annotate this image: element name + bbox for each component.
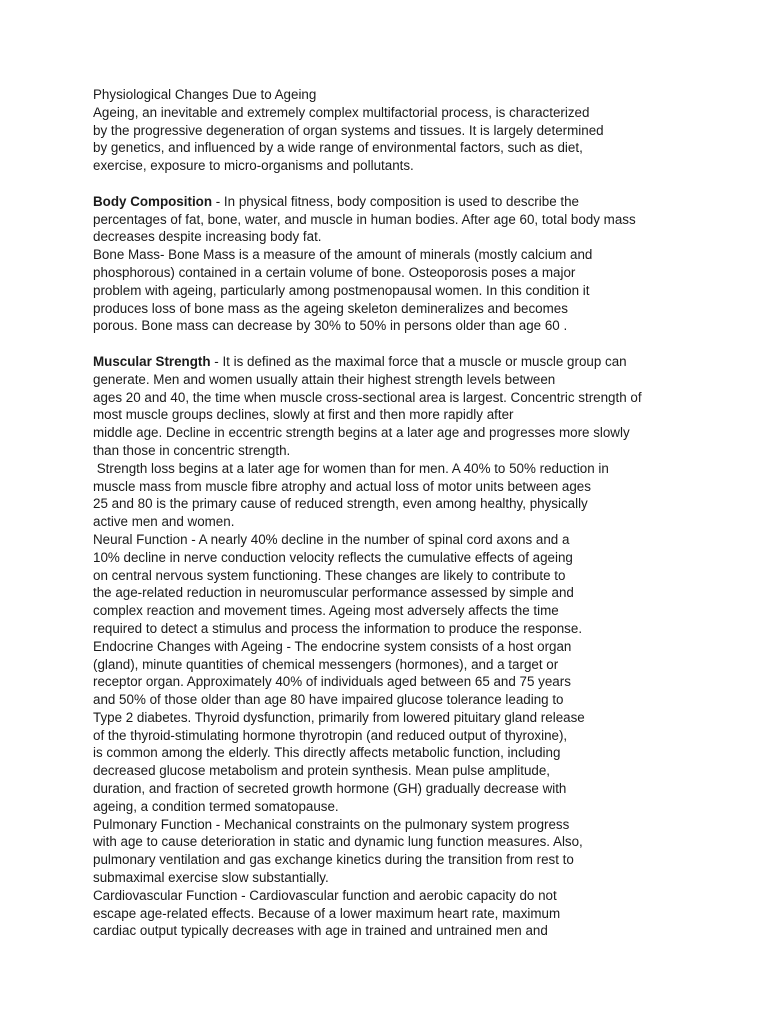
muscular-strength-lines xyxy=(93,371,693,941)
text-line: most muscle groups declines, slowly at first and then more rapidly after xyxy=(93,407,514,423)
muscular-strength-section xyxy=(93,353,693,940)
intro-paragraph xyxy=(93,104,693,175)
text-line: with age to cause deterioration in static and dynamic lung function measures. Also, xyxy=(93,834,583,850)
text-line: by the progressive degeneration of organ systems and tissues. It is largely determined xyxy=(93,122,604,138)
text-line xyxy=(93,193,693,211)
text-line: submaximal exercise slow substantially. xyxy=(93,870,329,886)
body-composition-section xyxy=(93,193,693,335)
body-composition-lines xyxy=(93,211,693,336)
text-line: generate. Men and women usually attain their highest strength levels between xyxy=(93,371,556,387)
text-line: ageing, a condition termed somatopause. xyxy=(93,798,339,814)
text-line: decreased glucose metabolism and protein synthesis. Mean pulse amplitude, xyxy=(93,763,551,779)
text-line: (gland), minute quantities of chemical messengers (hormones), and a target or xyxy=(93,656,559,672)
text-line: duration, and fraction of secreted growth hormone (GH) gradually decrease with xyxy=(93,781,567,797)
text-line: escape age-related effects. Because of a lower maximum heart rate, maximum xyxy=(93,905,561,921)
document-title: Physiological Changes Due to Ageing xyxy=(93,87,317,102)
text-line: Bone Mass- Bone Mass is a measure of the amount of minerals (mostly calcium and xyxy=(93,247,593,263)
text-line: on central nervous system functioning. These changes are likely to contribute to xyxy=(93,567,566,583)
text-line: and 50% of those older than age 80 have impaired glucose tolerance leading to xyxy=(93,692,564,708)
paragraph-gap xyxy=(93,175,693,193)
text-line: percentages of fat, bone, water, and muscle in human bodies. After age 60, total body mass xyxy=(93,211,636,227)
text-line: muscle mass from muscle fibre atrophy and actual loss of motor units between ages xyxy=(93,478,591,494)
text-line: is common among the elderly. This directly affects metabolic function, including xyxy=(93,745,561,761)
text-line: Cardiovascular Function - Cardiovascular function and aerobic capacity do not xyxy=(93,887,557,903)
text-line: exercise, exposure to micro-organisms and pollutants. xyxy=(93,158,414,174)
text-line: complex reaction and movement times. Ageing most adversely affects the time xyxy=(93,603,559,619)
text-line: porous. Bone mass can decrease by 30% to 50% in persons older than age 60 . xyxy=(93,318,568,334)
text-line: Type 2 diabetes. Thyroid dysfunction, primarily from lowered pituitary gland release xyxy=(93,709,585,725)
text-line xyxy=(93,353,693,371)
text-line: Strength loss begins at a later age for women than for men. A 40% to 50% reduction in xyxy=(93,460,609,476)
text-line: problem with ageing, particularly among postmenopausal women. In this condition it xyxy=(93,282,590,298)
text-line: phosphorous) contained in a certain volume of bone. Osteoporosis poses a major xyxy=(93,264,576,280)
text-line: produces loss of bone mass as the ageing skeleton demineralizes and becomes xyxy=(93,300,568,316)
muscular-strength-first-line: - It is defined as the maximal force that a muscle or muscle group can xyxy=(210,353,627,369)
muscular-strength-heading: Muscular Strength xyxy=(93,353,211,369)
text-line: than those in concentric strength. xyxy=(93,442,291,458)
document-page xyxy=(93,86,693,940)
text-line: receptor organ. Approximately 40% of individuals aged between 65 and 75 years xyxy=(93,674,571,690)
text-line: cardiac output typically decreases with age in trained and untrained men and xyxy=(93,923,548,939)
text-line: 10% decline in nerve conduction velocity reflects the cumulative effects of ageing xyxy=(93,549,573,565)
text-line: required to detect a stimulus and process the information to produce the response. xyxy=(93,620,583,636)
text-line: Ageing, an inevitable and extremely complex multifactorial process, is characterized xyxy=(93,104,590,120)
text-line: pulmonary ventilation and gas exchange kinetics during the transition from rest to xyxy=(93,852,574,868)
text-line: of the thyroid-stimulating hormone thyrotropin (and reduced output of thyroxine), xyxy=(93,727,568,743)
body-composition-first-line: - In physical fitness, body composition is used to describe the xyxy=(212,193,579,209)
text-line: active men and women. xyxy=(93,514,235,530)
text-line: 25 and 80 is the primary cause of reduced strength, even among healthy, physically xyxy=(93,496,588,512)
text-line: ages 20 and 40, the time when muscle cross-sectional area is largest. Concentric strength of xyxy=(93,389,642,405)
text-line: the age-related reduction in neuromuscular performance assessed by simple and xyxy=(93,585,574,601)
text-line: Pulmonary Function - Mechanical constraints on the pulmonary system progress xyxy=(93,816,570,832)
text-line: Neural Function - A nearly 40% decline in the number of spinal cord axons and a xyxy=(93,531,570,547)
text-line: middle age. Decline in eccentric strength begins at a later age and progresses more slowly xyxy=(93,425,630,441)
text-line: Endocrine Changes with Ageing - The endocrine system consists of a host organ xyxy=(93,638,572,654)
text-line: decreases despite increasing body fat. xyxy=(93,229,322,245)
body-composition-heading: Body Composition xyxy=(93,193,213,209)
paragraph-gap xyxy=(93,335,693,353)
text-line: by genetics, and influenced by a wide range of environmental factors, such as diet, xyxy=(93,140,583,156)
